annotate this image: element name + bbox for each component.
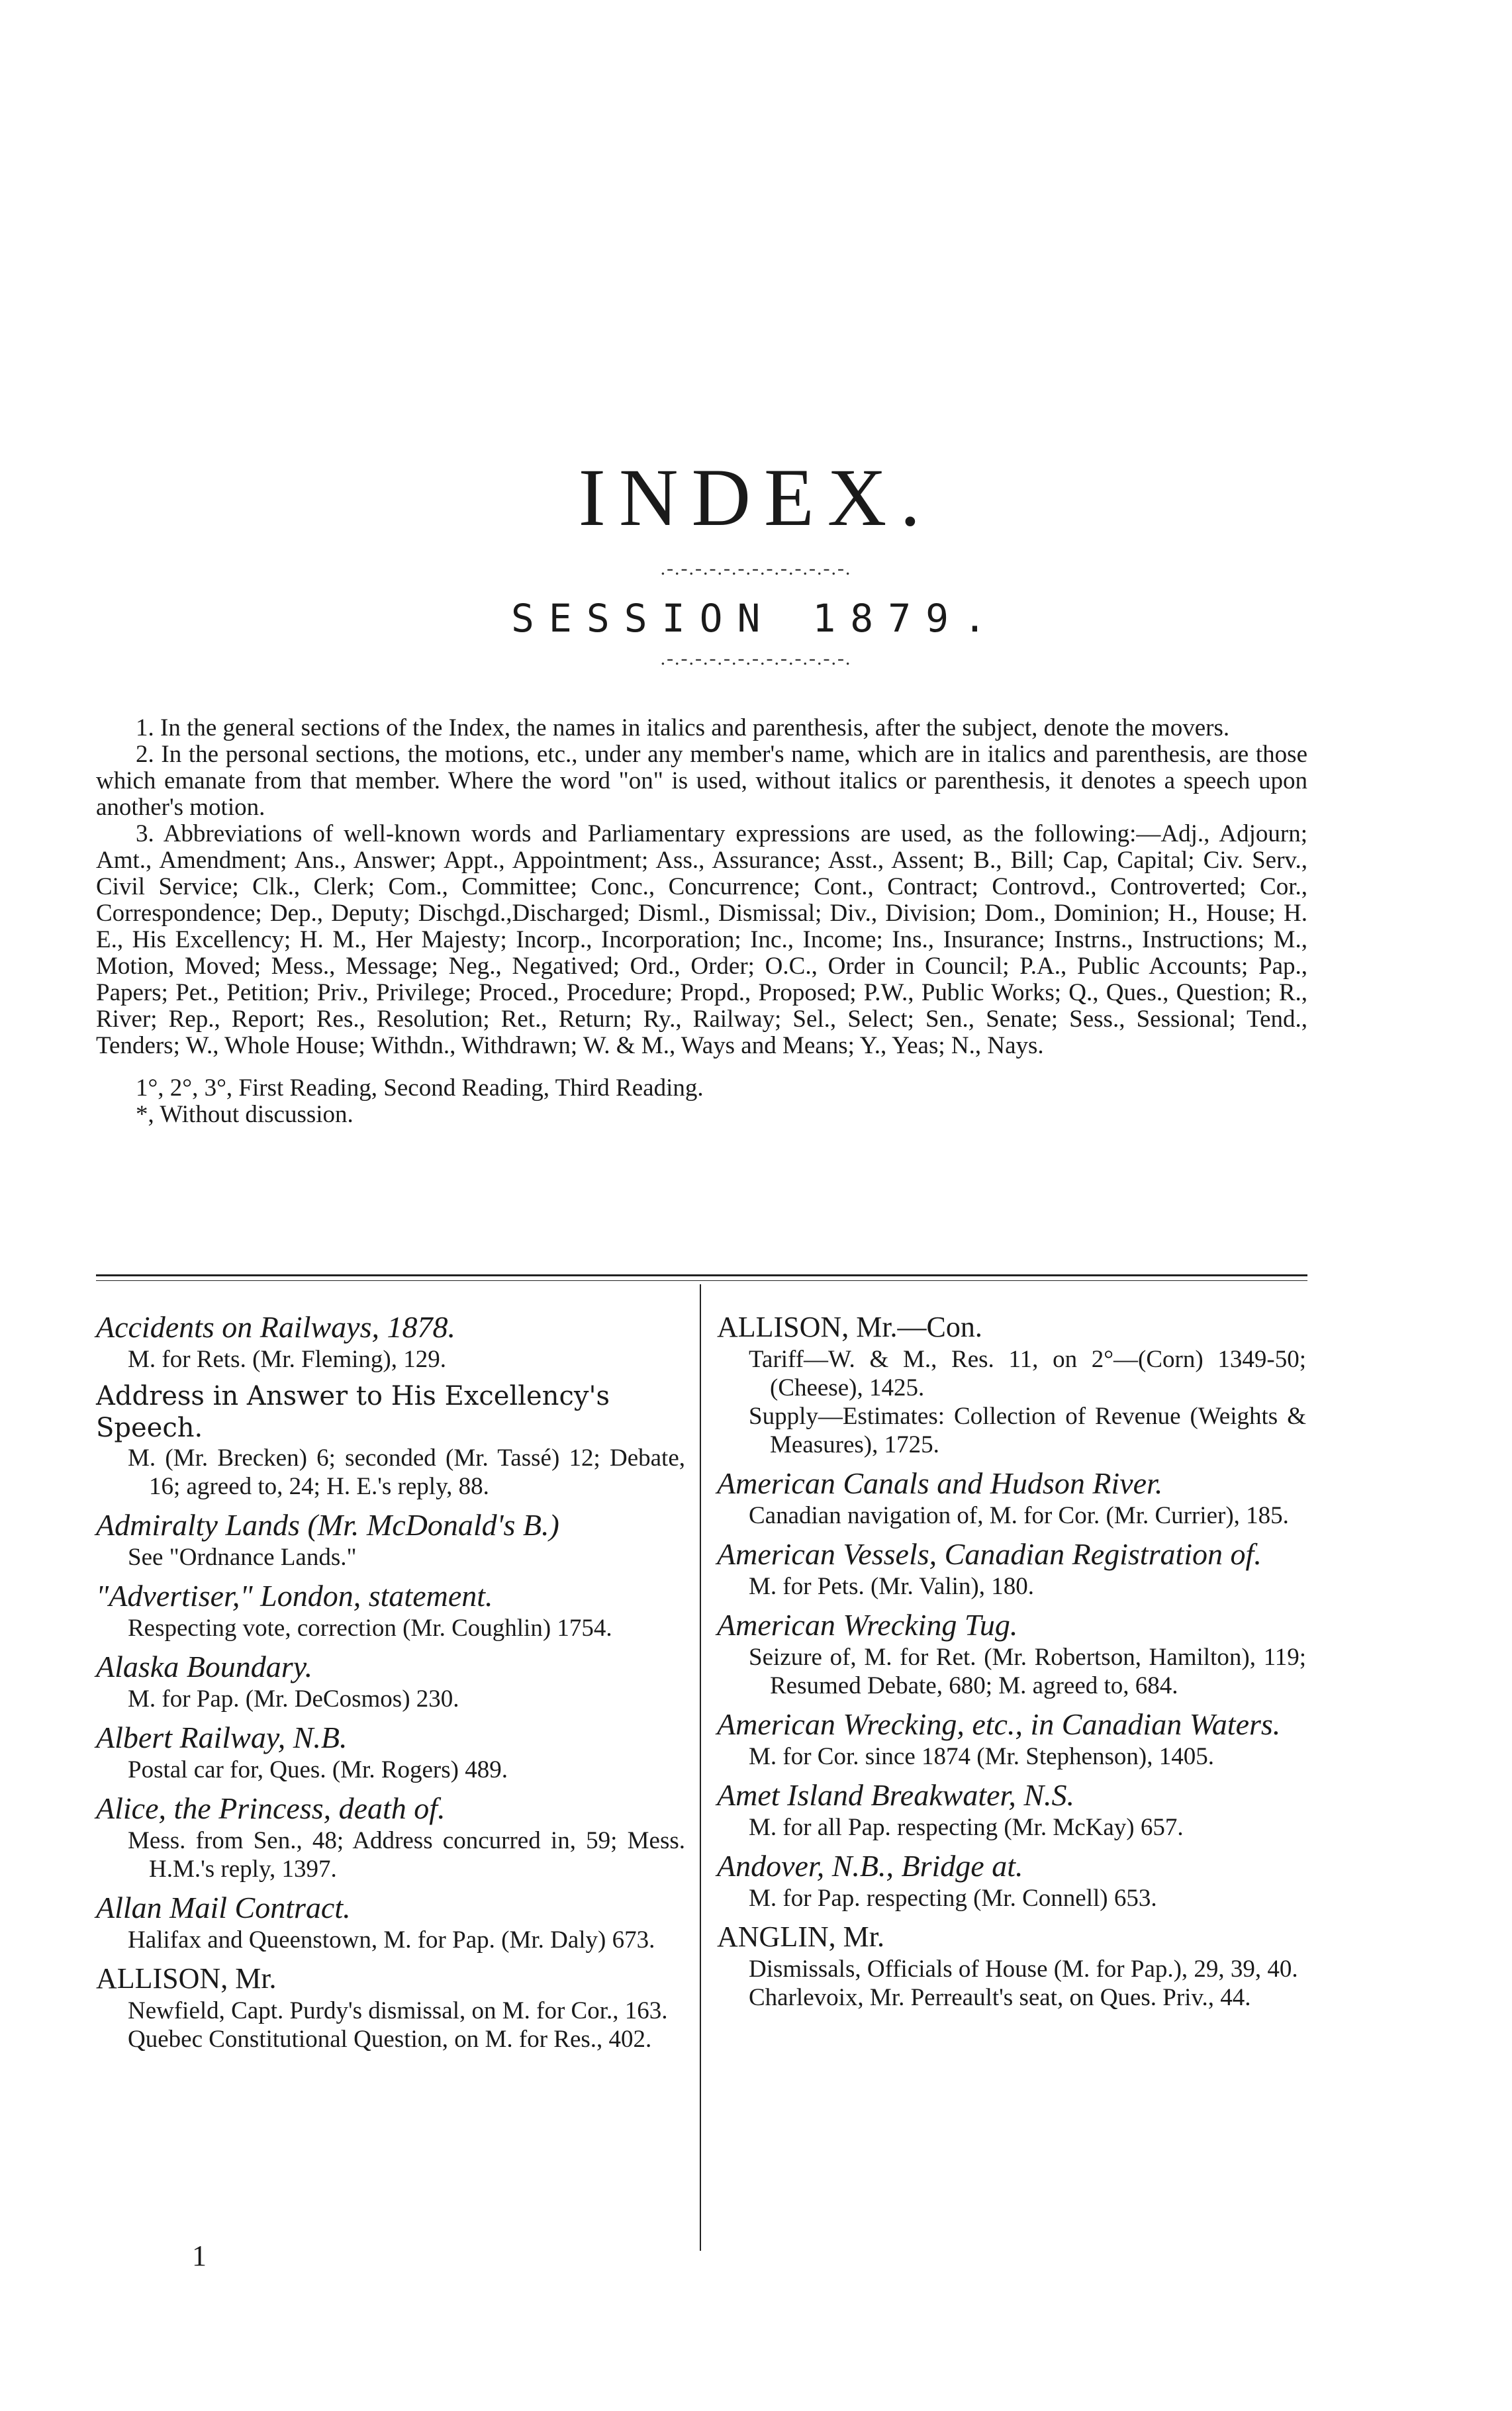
entry-heading: "Advertiser," London, statement. <box>96 1579 493 1613</box>
entry-heading: American Wrecking, etc., in Canadian Waters. <box>717 1707 1281 1741</box>
entry-reference: Supply—Estimates: Collection of Revenue (Weights & Measures), 1725. <box>749 1403 1306 1458</box>
index-entry <box>96 1649 685 1713</box>
entry-heading: American Vessels, Canadian Registration of. <box>717 1537 1262 1571</box>
index-entry <box>717 1466 1306 1530</box>
index-entry <box>717 1536 1306 1601</box>
entry-heading: American Canals and Hudson River. <box>717 1466 1163 1500</box>
note-2: 2. In the personal sections, the motions, etc., under any member's name, which are in italics and parenthesis, are those which emanate from that member. Where the word "on" is used, without italics or parenthesis, it denotes a speech upon another's motion. <box>96 741 1307 821</box>
readings-note: 1°, 2°, 3°, First Reading, Second Reading, Third Reading. <box>136 1074 704 1102</box>
entry-reference: Respecting vote, correction (Mr. Coughlin) 1754. <box>128 1615 612 1642</box>
left-column <box>96 1309 685 2060</box>
entry-reference: M. for Rets. (Mr. Fleming), 129. <box>128 1346 446 1373</box>
entry-heading: Address in Answer to His Excellency's Speech. <box>96 1381 610 1443</box>
entry-heading: Accidents on Railways, 1878. <box>96 1310 455 1344</box>
index-entry <box>717 1607 1306 1700</box>
index-entry <box>96 1309 685 1374</box>
entry-heading: American Wrecking Tug. <box>717 1608 1018 1642</box>
index-entry <box>96 1791 685 1883</box>
index-entry <box>717 1707 1306 1771</box>
entry-reference: Halifax and Queenstown, M. for Pap. (Mr. Daly) 673. <box>128 1926 655 1954</box>
index-entry <box>717 1777 1306 1842</box>
index-entry <box>96 1578 685 1642</box>
entry-reference: Charlevoix, Mr. Perreault's seat, on Ques. Priv., 44. <box>749 1984 1251 2011</box>
index-entry <box>717 1309 1306 1459</box>
column-divider <box>700 1284 701 2251</box>
entry-reference: Quebec Constitutional Question, on M. for Res., 402. <box>128 2026 652 2053</box>
index-entry <box>96 1961 685 2054</box>
note-1: 1. In the general sections of the Index, the names in italics and parenthesis, after the subject, denote the movers. <box>136 714 1230 741</box>
entry-heading: ALLISON, Mr. <box>96 1962 277 1995</box>
entry-reference: See "Ordnance Lands." <box>128 1544 357 1571</box>
index-entry <box>96 1890 685 1954</box>
entry-heading: Alice, the Princess, death of. <box>96 1791 446 1825</box>
right-column <box>717 1309 1306 2018</box>
entry-reference: Newfield, Capt. Purdy's dismissal, on M. for Cor., 163. <box>128 1997 668 2024</box>
entry-reference: M. for all Pap. respecting (Mr. McKay) 657. <box>749 1814 1184 1841</box>
entry-reference: Postal car for, Ques. (Mr. Rogers) 489. <box>128 1756 508 1783</box>
entry-reference: M. for Pap. respecting (Mr. Connell) 653. <box>749 1885 1157 1912</box>
entry-reference: Dismissals, Officials of House (M. for Pap.), 29, 39, 40. <box>749 1956 1298 1983</box>
page-number: 1 <box>192 2240 207 2272</box>
entry-heading: Andover, N.B., Bridge at. <box>717 1849 1023 1883</box>
session-heading: SESSION 1879. <box>511 596 1001 641</box>
entry-heading: ANGLIN, Mr. <box>717 1920 884 1953</box>
index-entry <box>717 1919 1306 2012</box>
note-3: 3. Abbreviations of well-known words and Parliamentary expressions are used, as the following:—Adj., Adjourn; Amt., Amendment; Ans., Answer; Appt., Appointment; Ass., Assurance; Asst., Assent; B., Bill; Cap, Capital; Civ. Serv., Civil Service; Clk., Clerk; Com., Committee; Conc., Concurrence; Cont., Contract; Controvd., Controverted; Cor., Correspondence; Dep., Deputy; Dischgd.,Discharged; Disml., Dismissal; Div., Division; Dom., Dominion; H., House; H. E., His Excellency; H. M., Her Majesty; Incorp., Incorporation; Inc., Income; Ins., Insurance; Instrns., Instructions; M., Motion, Moved; Mess., Message; Neg., Negatived; Ord., Order; O.C., Order in Council; P.A., Public Accounts; Pap., Papers; Pet., Petition; Priv., Privilege; Proced., Procedure; Propd., Proposed; P.W., Public Works; Q., Ques., Question; R., River; Rep., Report; Res., Resolution; Ret., Return; Ry., Railway; Sel., Select; Sen., Senate; Sess., Sessional; Tend., Tenders; W., Whole House; Withdn., Withdrawn; W. & M., Ways and Means; Y., Yeas; N., Nays. <box>96 820 1307 1059</box>
entry-reference: Tariff—W. & M., Res. 11, on 2°—(Corn) 1349-50; (Cheese), 1425. <box>749 1346 1306 1401</box>
index-entry <box>717 1848 1306 1913</box>
entry-heading: Albert Railway, N.B. <box>96 1721 348 1754</box>
ornament-bottom: .-.-.-.-.-.-.-.-.-.-.-.-.-. <box>660 647 852 669</box>
entry-heading: ALLISON, Mr.—Con. <box>717 1311 982 1343</box>
index-notes <box>96 715 1307 1128</box>
entry-heading: Alaska Boundary. <box>96 1650 313 1683</box>
page-title: INDEX. <box>578 452 934 543</box>
entry-reference: M. for Pets. (Mr. Valin), 180. <box>749 1573 1034 1600</box>
without-discussion-note: *, Without discussion. <box>136 1101 354 1128</box>
entry-reference: Seizure of, M. for Ret. (Mr. Robertson, Hamilton), 119; Resumed Debate, 680; M. agreed to, 684. <box>749 1644 1306 1699</box>
entry-reference: Mess. from Sen., 48; Address concurred in, 59; Mess. H.M.'s reply, 1397. <box>128 1827 685 1883</box>
index-entry <box>96 1507 685 1572</box>
entry-reference: M. for Pap. (Mr. DeCosmos) 230. <box>128 1685 459 1713</box>
entry-heading: Amet Island Breakwater, N.S. <box>717 1778 1075 1812</box>
entry-reference: M. (Mr. Brecken) 6; seconded (Mr. Tassé) 12; Debate, 16; agreed to, 24; H. E.'s reply, 88. <box>128 1444 685 1500</box>
divider-thin <box>96 1280 1307 1281</box>
index-entry <box>96 1380 685 1501</box>
ornament-top: .-.-.-.-.-.-.-.-.-.-.-.-.-. <box>660 557 852 579</box>
divider-thick <box>96 1274 1307 1276</box>
entry-reference: M. for Cor. since 1874 (Mr. Stephenson), 1405. <box>749 1743 1214 1770</box>
entry-heading: Allan Mail Contract. <box>96 1891 351 1924</box>
index-entry <box>96 1720 685 1784</box>
entry-heading: Admiralty Lands (Mr. McDonald's B.) <box>96 1508 559 1542</box>
entry-reference: Canadian navigation of, M. for Cor. (Mr. Currier), 185. <box>749 1502 1289 1529</box>
